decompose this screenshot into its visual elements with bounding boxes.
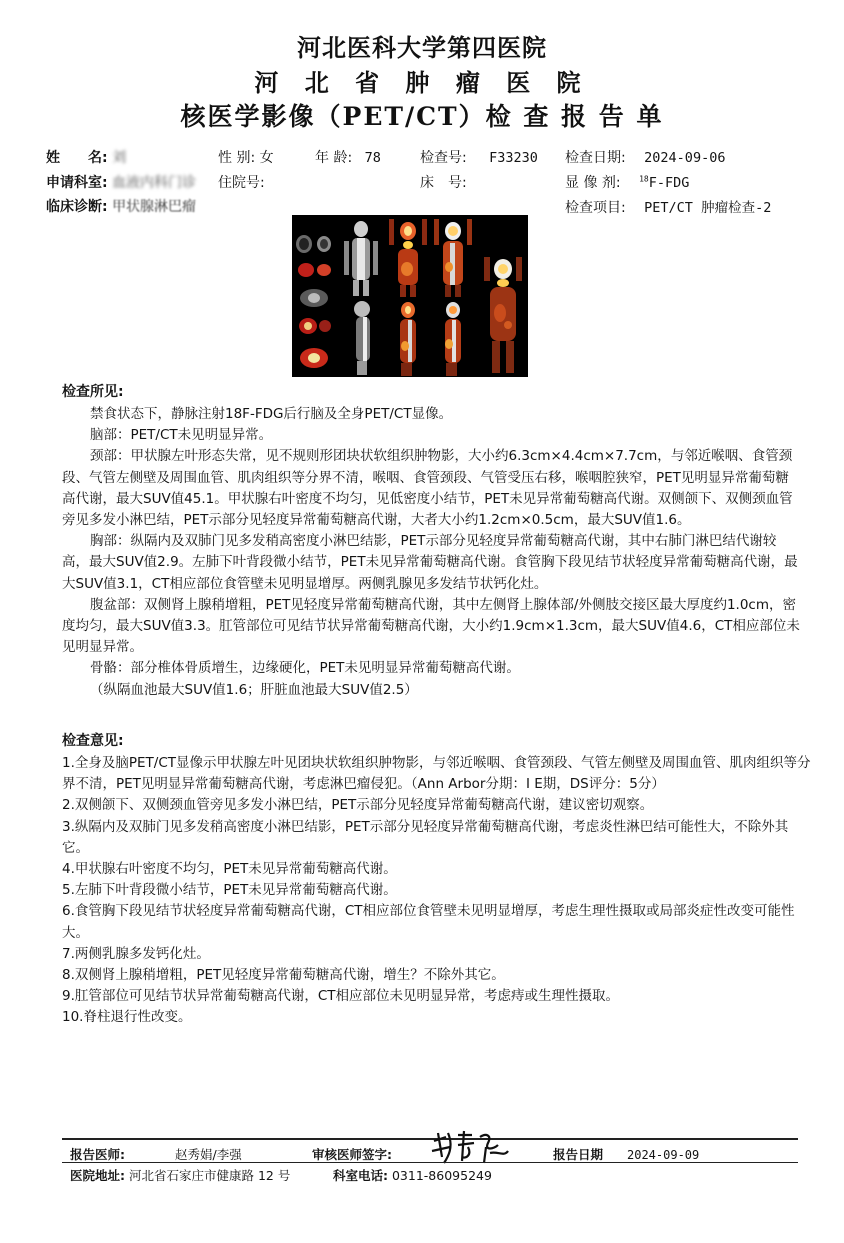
diagnosis-value: 甲状腺淋巴瘤	[112, 199, 197, 215]
conclusion-item: 3.纵隔内及双肺门见多发稍高密度小淋巴结影，PET示部分见轻度异常葡萄糖高代谢，考虑炎性淋巴结可能性大，不除外其它。	[62, 818, 789, 856]
sagittal-fused-image-2	[432, 300, 474, 376]
hospital-name-line1: 河北医科大学第四医院	[297, 33, 547, 62]
sagittal-ct-image	[346, 300, 378, 376]
report-title: 核医学影像（PET/CT）检 查 报 告 单	[180, 102, 664, 131]
dept-value: 血液内科门诊	[112, 175, 197, 191]
axial-fused-image	[294, 315, 334, 337]
hospital-name-line2: 河 北 省 肿 瘤 医 院	[254, 68, 590, 97]
inpatient-no-label: 住院号:	[218, 175, 265, 191]
dept-label: 申请科室:	[46, 175, 108, 191]
name-value: 刘	[112, 150, 127, 166]
reviewer-signature	[428, 1127, 512, 1167]
reporter-value: 赵秀娟/李强	[174, 1147, 242, 1162]
phone-label: 科室电话:	[333, 1168, 388, 1183]
conclusion-item: 10.脊柱退行性改变。	[62, 1009, 192, 1026]
pet-ct-image-panel	[292, 215, 528, 377]
sagittal-fused-image-1	[387, 300, 429, 376]
coronal-fused-image-2	[432, 219, 474, 297]
findings-section	[62, 404, 802, 701]
findings-paragraph: 脑部：PET/CT未见明显异常。	[90, 427, 273, 444]
conclusion-item: 8.双侧肾上腺稍增粗，PET见轻度异常葡萄糖高代谢，增生？不除外其它。	[62, 967, 505, 984]
findings-paragraph: 颈部：甲状腺左叶形态失常，见不规则形团块状软组织肿物影，大小约6.3cm×4.4cm×7.7cm，与邻近喉咽、食管颈段、气管左侧壁及周围血管、肌肉组织等分界不清，喉咽、食管颈段、气管受压右移，喉咽腔狭窄，PET见明显异常葡萄糖高代谢，最大SUV值45.1。甲状腺右叶密度不均匀，见低密度小结节，PET未见异常葡萄糖高代谢。双侧颌下、双侧颈血管旁见多发小淋巴结，PET示部分见轻度异常葡萄糖高代谢，大者大小约1.2cm×0.5cm，最大SUV值1.6。	[62, 448, 793, 529]
conclusion-item: 9.肛管部位可见结节状异常葡萄糖高代谢，CT相应部位未见明显异常，考虑痔或生理性摄取。	[62, 988, 620, 1005]
exam-item-value: PET/CT 肿瘤检查-2	[644, 200, 772, 216]
coronal-ct-image	[340, 219, 382, 297]
tracer-superscript: 18	[639, 174, 649, 184]
sex-label: 性 别:	[218, 150, 256, 166]
conclusion-item: 6.食管胸下段见结节状轻度异常葡萄糖高代谢，CT相应部位食管壁未见明显增厚，考虑生理性摄取或局部炎症性改变可能性大。	[62, 903, 795, 941]
address-label: 医院地址:	[70, 1168, 125, 1183]
exam-no-value: F33230	[489, 150, 538, 166]
findings-paragraph: 腹盆部：双侧肾上腺稍增粗，PET见轻度异常葡萄糖高代谢，其中左侧肾上腺体部/外侧肢交接区最大厚度约1.0cm，密度均匀，最大SUV值3.3。肛管部位可见结节状异常葡萄糖高代谢，大小约1.9cm×1.3cm，最大SUV值4.6，CT相应部位未见明显异常。	[62, 596, 800, 656]
conclusion-title: 检查意见:	[62, 733, 124, 749]
exam-no-label: 检查号:	[420, 150, 467, 166]
reviewer-label: 审核医师签字:	[312, 1147, 392, 1162]
axial-ct-image	[294, 287, 334, 309]
footer-divider-bottom	[62, 1162, 798, 1163]
tracer-value: F-FDG	[648, 175, 690, 191]
exam-date-label: 检查日期:	[565, 150, 626, 166]
patient-info-row1	[46, 147, 126, 167]
axial-thyroid-image	[294, 345, 334, 371]
conclusion-item: 2.双侧颌下、双侧颈血管旁见多发小淋巴结，PET示部分见轻度异常葡萄糖高代谢，建议密切观察。	[62, 797, 654, 814]
findings-title: 检查所见:	[62, 384, 124, 400]
exam-item-label: 检查项目:	[565, 200, 626, 216]
axial-brain-image	[294, 233, 334, 255]
conclusion-item: 1.全身及脑PET/CT显像示甲状腺左叶见团块状软组织肿物影，与邻近喉咽、食管颈段、气管左侧壁及周围血管、肌肉组织等分界不清，PET见明显异常葡萄糖高代谢，考虑淋巴瘤侵犯。（Ann Arbor分期：Ⅰ E期，DS评分：5分）	[62, 755, 811, 793]
address-value: 河北省石家庄市健康路 12 号	[128, 1168, 291, 1183]
report-date-label: 报告日期	[553, 1147, 604, 1162]
findings-paragraph: 禁食状态下，静脉注射18F-FDG后行脑及全身PET/CT显像。	[90, 406, 453, 422]
phone-value: 0311-86095249	[391, 1168, 492, 1183]
conclusion-section	[62, 753, 814, 1029]
findings-paragraph: 骨骼：部分椎体骨质增生，边缘硬化，PET未见明显异常葡萄糖高代谢。	[90, 660, 520, 677]
conclusion-item: 7.两侧乳腺多发钙化灶。	[62, 945, 210, 962]
axial-neck-pet-image	[294, 260, 334, 280]
name-label: 姓 名:	[46, 150, 108, 166]
exam-date-value: 2024-09-06	[644, 150, 726, 166]
tracer-label: 显 像 剂:	[565, 175, 621, 191]
coronal-fused-image-1	[387, 219, 429, 297]
diagnosis-label: 临床诊断:	[46, 199, 108, 215]
age-label: 年 龄:	[315, 150, 353, 166]
age-value: 78	[364, 150, 381, 166]
report-date-value: 2024-09-09	[627, 1148, 700, 1162]
reporter-label: 报告医师:	[70, 1147, 125, 1162]
bed-label: 床 号:	[420, 175, 467, 191]
conclusion-item: 5.左肺下叶背段微小结节，PET未见异常葡萄糖高代谢。	[62, 882, 397, 899]
mip-pet-image	[480, 257, 526, 375]
findings-paragraph: 胸部：纵隔内及双肺门见多发稍高密度小淋巴结影，PET示部分见轻度异常葡萄糖高代谢，其中右肺门淋巴结代谢较高，最大SUV值2.9。左肺下叶背段微小结节，PET未见异常葡萄糖高代谢。食管胸下段见结节状轻度异常葡萄糖高代谢，最大SUV值3.1，CT相应部位食管壁未见明显增厚。两侧乳腺见多发结节状钙化灶。	[62, 533, 798, 592]
sex-value: 女	[259, 150, 274, 166]
findings-paragraph: （纵隔血池最大SUV值1.6；肝脏血池最大SUV值2.5）	[90, 681, 418, 698]
conclusion-item: 4.甲状腺右叶密度不均匀，PET未见异常葡萄糖高代谢。	[62, 861, 397, 878]
